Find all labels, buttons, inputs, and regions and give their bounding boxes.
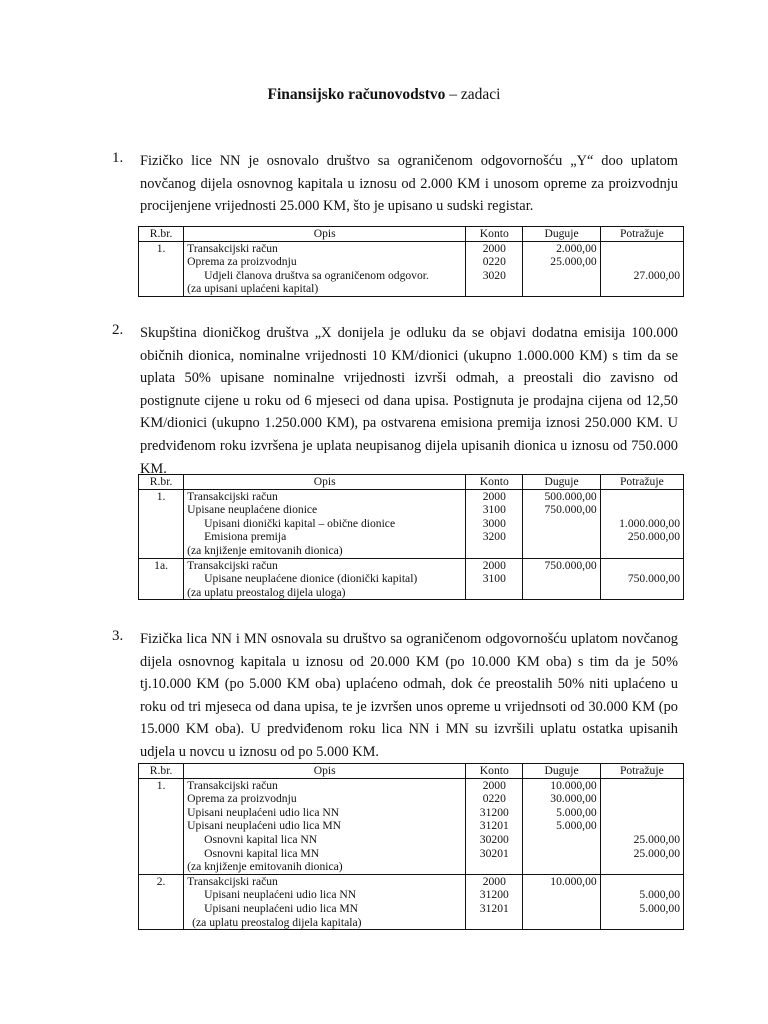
row-credit [600,916,683,930]
row-debit [523,572,600,586]
row-number [139,269,184,283]
table-row [139,282,684,296]
table-body [139,874,684,929]
row-account: 31201 [466,819,523,833]
row-debit [523,269,600,283]
row-debit: 750.000,00 [523,558,600,572]
row-debit: 5.000,00 [523,806,600,820]
row-number [139,572,184,586]
row-account: 30201 [466,847,523,861]
ledger-table-3 [138,763,684,930]
row-account: 30200 [466,833,523,847]
row-description: Oprema za proizvodnju [184,792,466,806]
row-account [466,586,523,600]
row-number [139,530,184,544]
row-number [139,847,184,861]
ledger-table-1 [138,226,684,297]
row-account: 2000 [466,874,523,888]
column-header: Duguje [523,764,600,779]
row-account [466,916,523,930]
row-debit: 10.000,00 [523,874,600,888]
task-number: 3. [112,628,124,644]
task-1 [112,150,678,218]
row-credit: 25.000,00 [600,847,683,861]
row-description: (za knjiženje emitovanih dionica) [184,860,466,874]
row-description: Emisiona premija [184,530,466,544]
row-account: 3000 [466,517,523,531]
row-number [139,517,184,531]
table-row [139,916,684,930]
row-number: 2. [139,874,184,888]
row-number: 1a. [139,558,184,572]
column-header: Potražuje [600,475,683,490]
row-credit: 5.000,00 [600,902,683,916]
table-row [139,269,684,283]
table-row [139,572,684,586]
column-header: Potražuje [600,227,683,242]
row-credit [600,819,683,833]
table-row [139,806,684,820]
task-text: Fizička lica NN i MN osnovala su društvo sa ograničenom odgovornošću uplatom novčanog dijela osnovnog kapitala u iznosu od 20.000 KM (po 10.000 KM oba) s tim da je 50% tj.10.000 KM (po 5.000 KM oba) uplaćeno odmah, dok će preostalih 50% niti uplaćeno u roku od tri mjeseca od dana upisa, te je izvršen unos opreme u vrijednsoti od 30.000 KM (po 15.000 KM oba). U predviđenom roku lica NN i MN su izvršili uplatu ostatka upisanih udjela u novcu u iznosu od po 5.000 KM. [140,631,678,760]
row-credit: 750.000,00 [600,572,683,586]
row-description: Upisani dionički kapital – obične dionice [184,517,466,531]
column-header: Potražuje [600,764,683,779]
row-debit [523,517,600,531]
row-number [139,860,184,874]
row-description: Upisani neuplaćeni udio lica MN [184,902,466,916]
column-header: R.br. [139,227,184,242]
row-description: Transakcijski račun [184,874,466,888]
row-credit: 27.000,00 [600,269,683,283]
row-credit [600,544,683,558]
row-number [139,833,184,847]
row-debit [523,544,600,558]
row-account [466,544,523,558]
row-debit [523,860,600,874]
table-row [139,586,684,600]
row-credit [600,806,683,820]
column-header: Duguje [523,475,600,490]
row-credit [600,778,683,792]
table-body [139,778,684,874]
title-rest: – zadaci [445,86,501,103]
row-description: Transakcijski račun [184,778,466,792]
table-row [139,888,684,902]
row-account: 3100 [466,572,523,586]
column-header: Opis [184,475,466,490]
row-description: Upisani neuplaćeni udio lica MN [184,819,466,833]
row-number: 1. [139,778,184,792]
row-number [139,792,184,806]
row-description: Upisani neuplaćeni udio lica NN [184,806,466,820]
row-credit: 1.000.000,00 [600,517,683,531]
row-credit: 250.000,00 [600,530,683,544]
column-header: R.br. [139,764,184,779]
row-description: (za uplatu preostalog dijela kapitala) [184,916,466,930]
row-credit [600,282,683,296]
table-row [139,255,684,269]
column-header: Konto [466,227,523,242]
ledger-table-2 [138,474,684,600]
column-header: Opis [184,764,466,779]
table-row [139,778,684,792]
row-debit [523,916,600,930]
task-number: 1. [112,150,124,166]
row-account: 31201 [466,902,523,916]
row-account: 3100 [466,503,523,517]
row-account: 2000 [466,778,523,792]
task-2 [112,322,678,480]
row-account: 31200 [466,888,523,902]
row-description: (za upisani uplaćeni kapital) [184,282,466,296]
row-account [466,282,523,296]
row-debit: 10.000,00 [523,778,600,792]
task-3 [112,628,678,764]
row-credit [600,558,683,572]
row-number [139,544,184,558]
row-account: 2000 [466,558,523,572]
row-debit: 750.000,00 [523,503,600,517]
row-credit [600,255,683,269]
row-credit: 5.000,00 [600,888,683,902]
row-number [139,916,184,930]
table-body [139,489,684,558]
row-description: Osnovni kapital lica NN [184,833,466,847]
row-account: 3200 [466,530,523,544]
row-description: Upisane neuplaćene dionice (dionički kapital) [184,572,466,586]
table-row [139,860,684,874]
task-text: Fizičko lice NN je osnovalo društvo sa ograničenom odgovornošću „Y“ doo uplatom novčanog dijela osnovnog kapitala u iznosu od 2.000 KM i unosom opreme za proizvodnju procijenjene vrijednosti 25.000 KM, što je upisano u sudski registar. [140,153,678,215]
row-account: 3020 [466,269,523,283]
row-debit: 2.000,00 [523,241,600,255]
row-account [466,860,523,874]
row-debit [523,586,600,600]
row-description: Osnovni kapital lica MN [184,847,466,861]
row-account: 2000 [466,489,523,503]
row-number [139,888,184,902]
table-row [139,517,684,531]
row-account: 0220 [466,255,523,269]
row-debit [523,833,600,847]
row-number [139,255,184,269]
table-row [139,902,684,916]
title-bold: Finansijsko računovodstvo [267,86,446,103]
table-row [139,874,684,888]
row-number [139,282,184,296]
row-credit [600,586,683,600]
row-number: 1. [139,489,184,503]
table-body [139,558,684,600]
row-description: Transakcijski račun [184,241,466,255]
row-number [139,819,184,833]
row-debit: 5.000,00 [523,819,600,833]
table-row [139,847,684,861]
table-header [139,227,684,242]
row-credit [600,503,683,517]
column-header: Konto [466,475,523,490]
column-header: Konto [466,764,523,779]
table-row [139,819,684,833]
task-text: Skupština dioničkog društva „X donijela je odluku da se objavi dodatna emisija 100.000 običnih dionica, nominalne vrijednosti 10 KM/dionici (ukupno 1.000.000 KM) s tim da se uplata 50% upisane nominalne vrijednosti izvrši odmah, a preostali dio zavisno od postignute cijene u roku od 6 mjeseci od dana upisa. Postignuta je prodajna cijena od 12,50 KM/dionici (ukupno 1.250.000 KM), pa ostvarena emisiona premija iznosi 250.000 KM. U predviđenom roku izvršena je uplata neupisanog dijela upisanih dionica u iznosu od 750.000 KM. [140,325,678,477]
row-debit [523,282,600,296]
row-account: 0220 [466,792,523,806]
column-header: R.br. [139,475,184,490]
row-debit: 25.000,00 [523,255,600,269]
row-credit [600,860,683,874]
task-number: 2. [112,322,124,338]
row-credit: 25.000,00 [600,833,683,847]
column-header: Duguje [523,227,600,242]
row-description: Upisani neuplaćeni udio lica NN [184,888,466,902]
table-header [139,764,684,779]
row-debit [523,902,600,916]
table-row [139,544,684,558]
row-description: Transakcijski račun [184,489,466,503]
row-credit [600,489,683,503]
page-title [0,86,768,104]
table-body [139,241,684,296]
row-debit: 30.000,00 [523,792,600,806]
row-account: 2000 [466,241,523,255]
row-description: Udjeli članova društva sa ograničenom odgovor. [184,269,466,283]
row-number [139,586,184,600]
column-header: Opis [184,227,466,242]
table-header [139,475,684,490]
table-row [139,792,684,806]
row-description: (za knjiženje emitovanih dionica) [184,544,466,558]
row-number [139,503,184,517]
row-debit: 500.000,00 [523,489,600,503]
row-credit [600,792,683,806]
table-row [139,503,684,517]
row-number: 1. [139,241,184,255]
table-row [139,241,684,255]
row-description: Oprema za proizvodnju [184,255,466,269]
row-credit [600,241,683,255]
row-number [139,806,184,820]
table-row [139,833,684,847]
row-debit [523,530,600,544]
row-debit [523,847,600,861]
row-account: 31200 [466,806,523,820]
table-row [139,489,684,503]
table-row [139,530,684,544]
table-row [139,558,684,572]
row-description: Transakcijski račun [184,558,466,572]
row-debit [523,888,600,902]
row-number [139,902,184,916]
row-description: Upisane neuplaćene dionice [184,503,466,517]
row-description: (za uplatu preostalog dijela uloga) [184,586,466,600]
row-credit [600,874,683,888]
